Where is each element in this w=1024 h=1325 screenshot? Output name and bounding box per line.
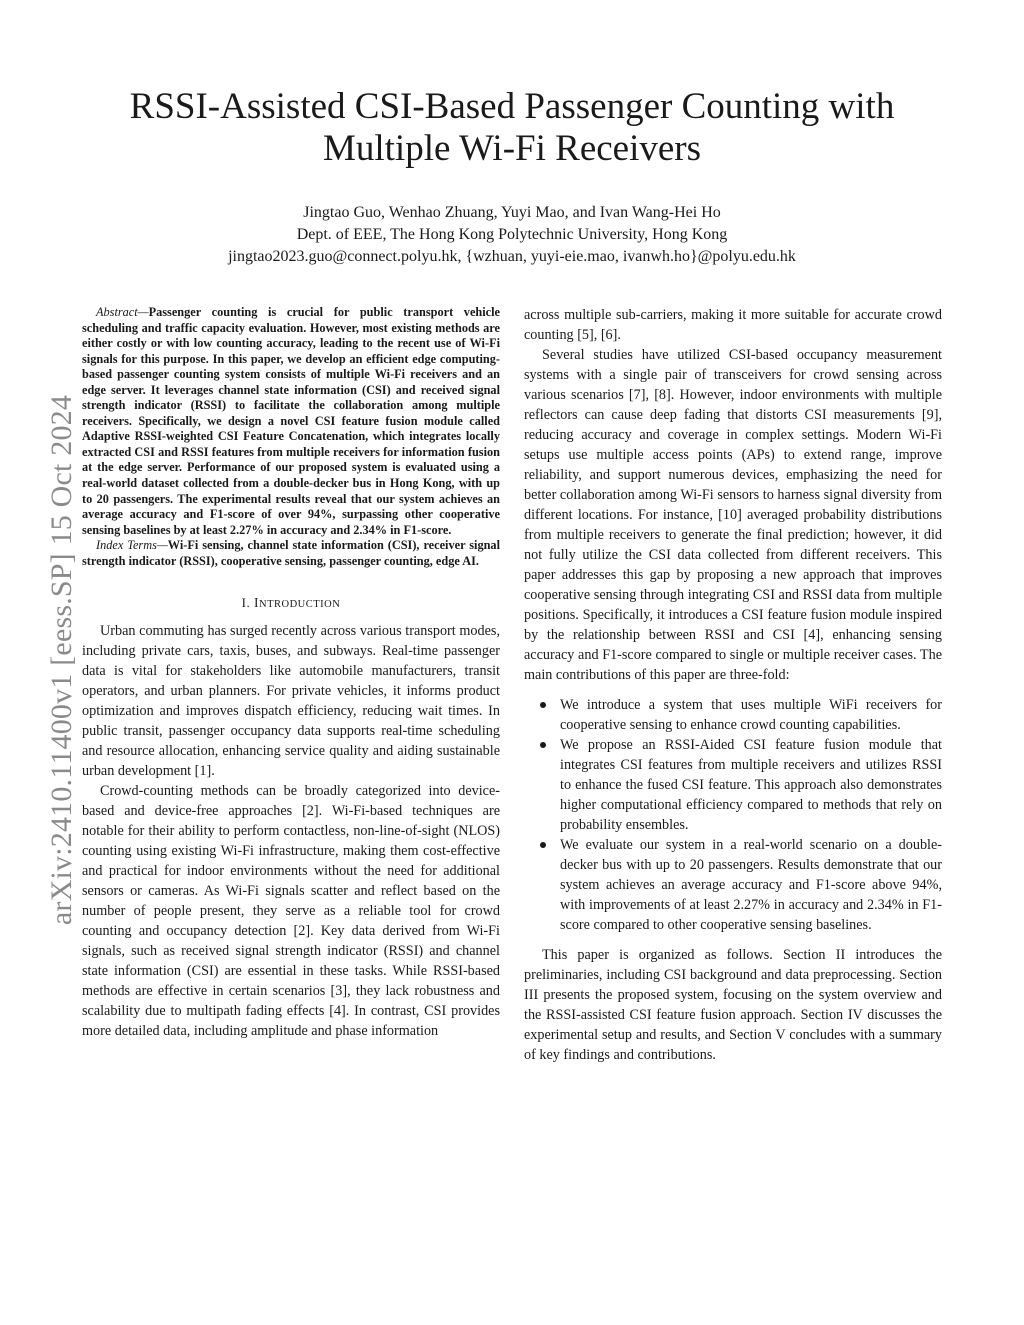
paper-title-line-1: RSSI-Assisted CSI-Based Passenger Counting with [129, 86, 895, 127]
intro-paragraph-1: Urban commuting has surged recently across various transport modes, including private cars, taxis, buses, and subways. Real-time passenger data is vital for stakeholders like automobile manufacturers, transit operators, and urban planners. For private vehicles, it informs product optimization and improves dispatch efficiency, reducing wait times. In public transit, passenger occupancy data supports real-time scheduling and resource allocation, enhancing service quality and aiding sustainable urban development [1]. [82, 623, 500, 780]
abstract [82, 305, 500, 538]
bullet-icon [540, 742, 546, 748]
intro-paragraph-2: Crowd-counting methods can be broadly categorized into device-based and device-free approaches [2]. Wi-Fi-based techniques are notable for their ability to perform contactless, non-line-of-sight (NLOS) counting using existing Wi-Fi infrastructure, making them cost-effective and practical for indoor environments without the need for additional sensors or cameras. As Wi-Fi signals scatter and reflect based on the number of people present, they serve as a reliable tool for crowd counting and occupancy detection [2]. Key data derived from Wi-Fi signals, such as received signal strength indicator (RSSI) and channel state information (CSI) are essential in these tasks. While RSSI-based methods are effective in certain scenarios [3], they lack robustness and scalability due to multipath fading effects [4]. In contrast, CSI provides more detailed data, including amplitude and phase information [82, 783, 500, 1040]
list-item [524, 695, 942, 735]
bullet-icon [540, 702, 546, 708]
index-terms-label: Index Terms— [96, 538, 168, 553]
list-item [524, 735, 942, 835]
intro-paragraph-3: Several studies have utilized CSI-based occupancy measurement systems with a single pair of transceivers for crowd sensing across various scenarios [7], [8]. However, indoor environments with multiple reflectors can cause deep fading that distorts CSI measurements [9], reducing accuracy and coverage in complex settings. Modern Wi-Fi setups use multiple access points (APs) to extend range, improve reliability, and support numerous devices, emphasizing the need for better collaboration among Wi-Fi sensors to harness signal diversity from different locations. For instance, [10] averaged probability distributions from multiple receivers to generate the final prediction; however, it did not fully utilize the CSI data collected from different receivers. This paper addresses this gap by proposing a new approach that improves cooperative sensing through integrating CSI and RSSI data from multiple positions. Specifically, it introduces a CSI feature fusion module inspired by the relationship between RSSI and CSI [4], enhancing sensing accuracy and F1-score compared to single or multiple receiver cases. The main contributions of this paper are three-fold: [524, 347, 942, 683]
section-title-initial: I [254, 595, 259, 611]
contribution-text: We introduce a system that uses multiple WiFi receivers for cooperative sensing to enhance crowd counting capabilities. [560, 697, 942, 733]
paper-title-line-2: Multiple Wi-Fi Receivers [322, 128, 702, 169]
author-block [80, 202, 944, 268]
right-column [524, 305, 942, 1065]
list-item [524, 835, 942, 935]
paper-title [60, 86, 964, 170]
intro-paragraph-organization: This paper is organized as follows. Section II introduces the preliminaries, including CSI background and data preprocessing. Section III presents the proposed system, focusing on the system overview and the RSSI-assisted CSI feature fusion approach. Section IV discusses the experimental setup and results, and Section V concludes with a summary of key findings and contributions. [524, 947, 942, 1063]
section-title-rest: NTRODUCTION [259, 599, 341, 611]
arxiv-side-stamp: arXiv:2410.11400v1 [eess.SP] 15 Oct 2024 [45, 394, 78, 926]
left-column [82, 305, 500, 1041]
contribution-text: We propose an RSSI-Aided CSI feature fusion module that integrates CSI features from multiple receivers and utilizes RSSI to enhance the fused CSI feature. This approach also demonstrates higher computational efficiency compared to methods that rely on probability ensembles. [560, 737, 942, 833]
intro-paragraph-2-continued: across multiple sub-carriers, making it more suitable for accurate crowd counting [5], [6]. [524, 307, 942, 343]
index-terms-text: Wi-Fi sensing, channel state information (CSI), receiver signal strength indicator (RSSI), cooperative sensing, passenger counting, edge AI. [82, 538, 500, 568]
contributions-list [524, 695, 942, 935]
abstract-text: Passenger counting is crucial for public transport vehicle scheduling and traffic capacity evaluation. However, most existing methods are either costly or with low counting accuracy, leading to the recent use of Wi-Fi signals for this purpose. In this paper, we develop an efficient edge computing-based passenger counting system consists of multiple Wi-Fi receivers and an edge server. It leverages channel state information (CSI) and received signal strength indicator (RSSI) to facilitate the collaboration among multiple receivers. Specifically, we design a novel CSI feature fusion module called Adaptive RSSI-weighted CSI Feature Concatenation, which integrates locally extracted CSI and RSSI features from multiple receivers for information fusion at the edge server. Performance of our proposed system is evaluated using a real-world dataset collected from a double-decker bus in Hong Kong, with up to 20 passengers. The experimental results reveal that our system achieves an average accuracy and F1-score of over 94%, surpassing other cooperative sensing baselines by at least 2.27% in accuracy and 2.34% in F1-score. [82, 305, 500, 537]
section-heading-introduction [82, 593, 500, 615]
abstract-label: Abstract— [96, 305, 149, 319]
index-terms [82, 538, 500, 569]
author-affiliation: Dept. of EEE, The Hong Kong Polytechnic University, Hong Kong [296, 226, 728, 243]
author-emails: jingtao2023.guo@connect.polyu.hk, {wzhuan, yuyi-eie.mao, ivanwh.ho}@polyu.edu.hk [228, 248, 796, 265]
author-names: Jingtao Guo, Wenhao Zhuang, Yuyi Mao, and Ivan Wang-Hei Ho [303, 204, 721, 221]
bullet-icon [540, 842, 546, 848]
section-numeral: I. [241, 595, 254, 611]
contribution-text: We evaluate our system in a real-world scenario on a double-decker bus with up to 20 passengers. Results demonstrate that our system achieves an average accuracy and F1-score above 94%, with improvements of at least 2.27% in accuracy and 2.34% in F1-score compared to other cooperative sensing baselines. [560, 837, 942, 933]
